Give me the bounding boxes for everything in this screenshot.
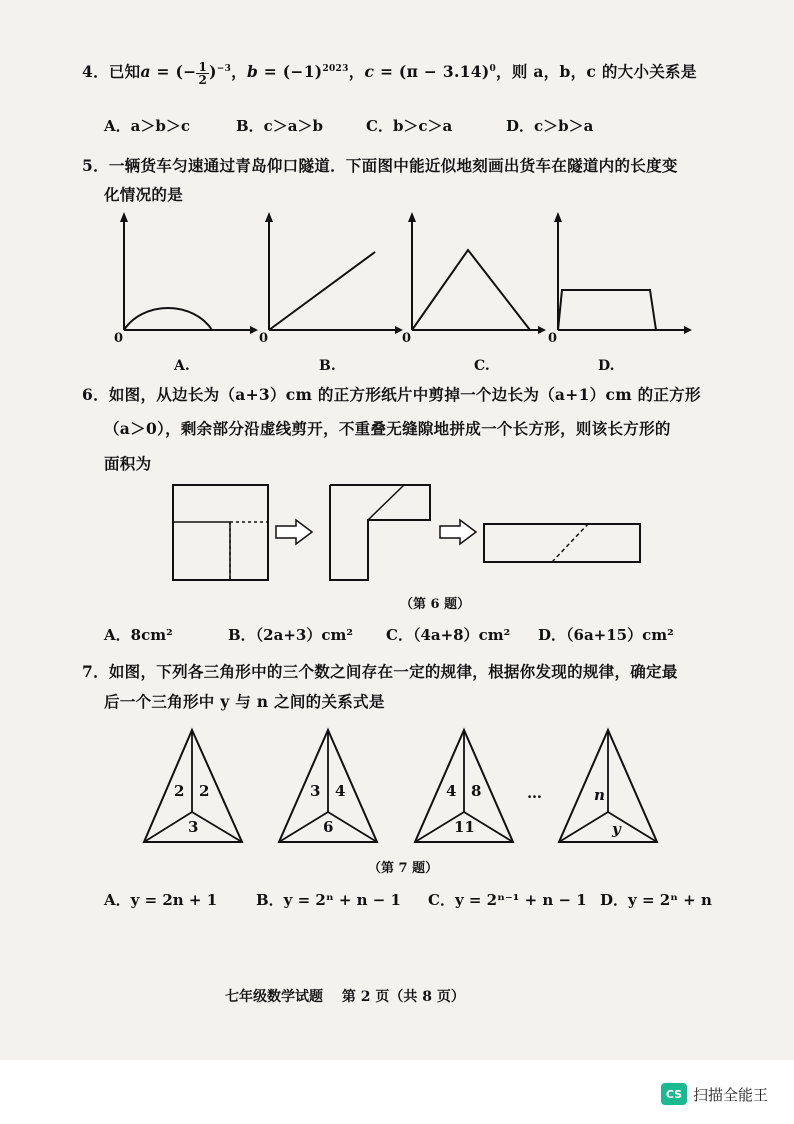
q6-option-c: C．（4a+8）cm²	[386, 626, 511, 644]
q7-triangles	[140, 726, 660, 846]
q7-stem-line2: 后一个三角形中 y 与 n 之间的关系式是	[104, 692, 385, 711]
q6-option-b: B．（2a+3）cm²	[228, 626, 353, 644]
q5-c-origin: 0	[402, 331, 412, 346]
q6-stem-line3: 面积为	[104, 454, 152, 473]
svg-text:4: 4	[335, 782, 346, 800]
q5-graph-c	[400, 210, 540, 374]
q4-stem: 4．已知a = (− $\frac{1}{2}$ )$^{-3}$，$b = (-1)^{2023}$，$c = (\pi - 3.14)^0$，则 a，b，c 的大小关系是	[82, 59, 697, 87]
q4-option-a: A．a＞b＞c	[104, 117, 190, 135]
q4-option-b: B．c＞a＞b	[236, 117, 324, 135]
q5-a-label: A.	[174, 358, 190, 374]
q6-stem-line2: （a＞0），剩余部分沿虚线剪开，不重叠无缝隙地拼成一个长方形，则该长方形的	[104, 419, 671, 438]
q7-triangle-2	[279, 730, 377, 842]
q7-triangle-1	[144, 730, 242, 842]
q7-option-b: B．y = 2ⁿ + n − 1	[256, 891, 401, 909]
svg-text:y: y	[612, 820, 621, 838]
svg-text:11: 11	[454, 818, 475, 836]
q5-graph-d	[546, 210, 696, 374]
svg-text:n: n	[594, 786, 605, 804]
q5-c-label: C.	[474, 358, 490, 374]
svg-text:2: 2	[174, 782, 185, 800]
q5-graph-a	[112, 210, 252, 374]
camscanner-name: 扫描全能王	[693, 1085, 769, 1104]
q5-d-origin: 0	[548, 331, 558, 346]
q5-b-label: B.	[319, 358, 336, 374]
q6-caption: （第 6 题）	[400, 597, 471, 612]
q7-option-c: C．y = 2ⁿ⁻¹ + n − 1	[428, 891, 587, 909]
q5-graph-b	[257, 210, 397, 374]
q7-option-d: D．y = 2ⁿ + n	[600, 891, 712, 909]
q7-caption: （第 7 题）	[368, 861, 439, 876]
scanner-watermark	[661, 1083, 768, 1105]
q7-triangle-4	[559, 730, 657, 842]
q6-stem-line1: 6．如图，从边长为（a+3）cm 的正方形纸片中剪掉一个边长为（a+1）cm 的正方形	[82, 385, 701, 404]
svg-text:2: 2	[199, 782, 210, 800]
q4-option-d: D．c＞b＞a	[506, 117, 594, 135]
q7-stem-line1: 7．如图，下列各三角形中的三个数之间存在一定的规律，根据你发现的规律，确定最	[82, 662, 678, 681]
q7-triangle-3	[415, 730, 513, 842]
q7-ellipsis: …	[527, 784, 542, 802]
svg-text:3: 3	[310, 782, 321, 800]
q5-stem-line1: 5．一辆货车匀速通过青岛仰口隧道．下面图中能近似地刻画出货车在隧道内的长度变	[82, 156, 678, 175]
q4-fraction: $\frac{1}{2}$	[198, 59, 208, 87]
q5-stem-line2: 化情况的是	[104, 185, 184, 204]
q6-figure	[168, 482, 648, 587]
q4-option-c: C．b＞c＞a	[366, 117, 453, 135]
q5-a-origin: 0	[114, 331, 124, 346]
q5-d-label: D.	[598, 358, 615, 374]
q5-b-origin: 0	[259, 331, 269, 346]
svg-text:8: 8	[471, 782, 482, 800]
q6-option-d: D．（6a+15）cm²	[538, 626, 674, 644]
q7-option-a: A．y = 2n + 1	[104, 891, 218, 909]
svg-text:6: 6	[323, 818, 334, 836]
svg-text:4: 4	[446, 782, 457, 800]
camscanner-logo-icon: CS	[661, 1083, 687, 1105]
svg-text:3: 3	[188, 818, 199, 836]
page-footer: 七年级数学试题 第 2 页（共 8 页）	[225, 989, 465, 1005]
q6-option-a: A．8cm²	[104, 626, 173, 644]
